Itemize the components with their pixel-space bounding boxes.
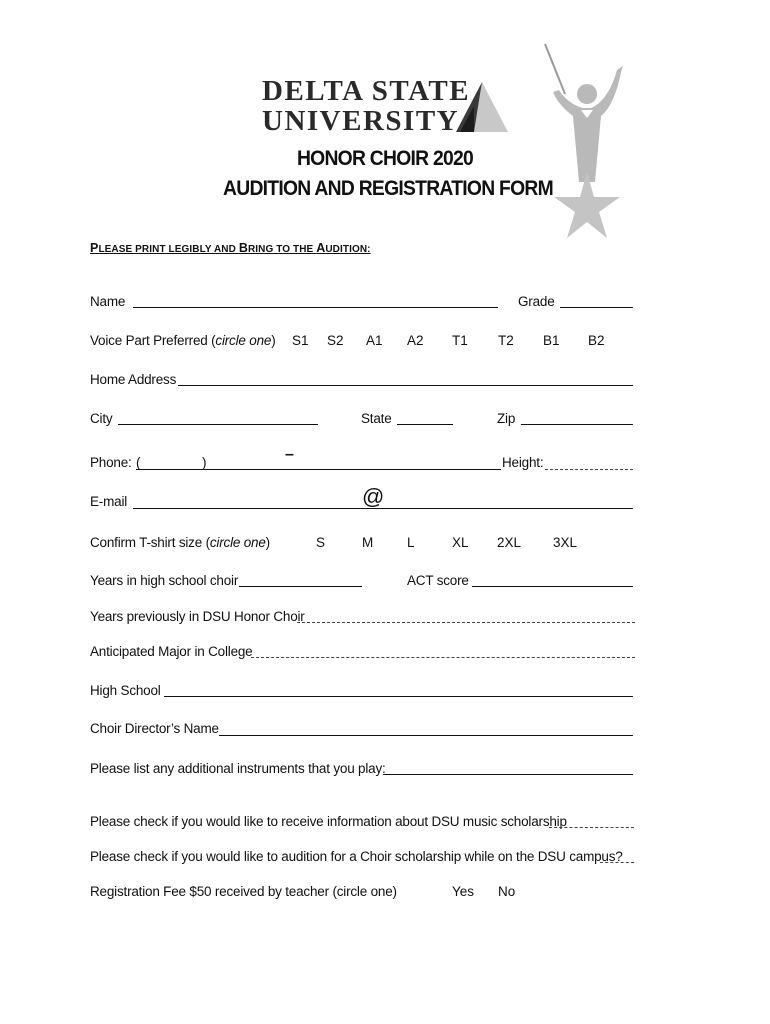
fee-option-yes[interactable]: Yes bbox=[452, 884, 475, 899]
height-label: Height: bbox=[502, 455, 544, 470]
email-at-sign: @ bbox=[362, 484, 385, 509]
conductor-figure-icon bbox=[535, 42, 630, 247]
voice-option-t1[interactable]: T1 bbox=[452, 333, 468, 348]
voice-option-b2[interactable]: B2 bbox=[588, 333, 605, 348]
phone-paren-close: ) bbox=[202, 455, 207, 470]
act-score-field[interactable] bbox=[472, 586, 633, 587]
form-title-line-2: AUDITION AND REGISTRATION FORM bbox=[223, 177, 553, 200]
voice-option-t2[interactable]: T2 bbox=[498, 333, 514, 348]
voice-option-a2[interactable]: A2 bbox=[407, 333, 424, 348]
tshirt-option-xl[interactable]: XL bbox=[452, 535, 469, 550]
instruments-field[interactable] bbox=[383, 774, 633, 775]
grade-label: Grade bbox=[518, 294, 555, 309]
phone-label: Phone: bbox=[90, 455, 132, 470]
logo-line-1: DELTA STATE bbox=[262, 75, 471, 107]
high-school-label: High School bbox=[90, 683, 161, 698]
voice-option-b1[interactable]: B1 bbox=[543, 333, 560, 348]
tshirt-option-2xl[interactable]: 2XL bbox=[497, 535, 522, 550]
home-address-label: Home Address bbox=[90, 372, 177, 387]
phone-paren-open: ( bbox=[136, 455, 141, 470]
zip-field[interactable] bbox=[521, 424, 633, 425]
voice-part-label: Voice Part Preferred (circle one) bbox=[90, 333, 276, 348]
registration-fee-label: Registration Fee $50 received by teacher (circle one) bbox=[90, 884, 397, 899]
state-label: State bbox=[361, 411, 392, 426]
choir-scholarship-label: Please check if you would like to audition for a Choir scholarship while on the DSU campus? bbox=[90, 849, 623, 864]
email-label: E-mail bbox=[90, 494, 128, 509]
name-field[interactable] bbox=[133, 307, 498, 308]
choir-director-field[interactable] bbox=[219, 735, 633, 736]
tshirt-option-3xl[interactable]: 3XL bbox=[553, 535, 578, 550]
grade-field[interactable] bbox=[560, 307, 633, 308]
years-hs-choir-label: Years in high school choir bbox=[90, 573, 239, 588]
act-score-label: ACT score bbox=[407, 573, 469, 588]
name-label: Name bbox=[90, 294, 126, 309]
city-label: City bbox=[90, 411, 113, 426]
high-school-field[interactable] bbox=[164, 696, 633, 697]
tshirt-option-l[interactable]: L bbox=[407, 535, 415, 550]
choir-scholarship-check[interactable] bbox=[600, 862, 634, 863]
instructions: PLEASE PRINT LEGIBLY AND BRING TO THE AUDITION: bbox=[90, 241, 371, 255]
form-title-line-1: HONOR CHOIR 2020 bbox=[296, 147, 474, 170]
height-field[interactable] bbox=[545, 469, 633, 470]
phone-dash: – bbox=[285, 446, 294, 463]
zip-label: Zip bbox=[497, 411, 516, 426]
fee-option-no[interactable]: No bbox=[498, 884, 516, 899]
tshirt-option-m[interactable]: M bbox=[362, 535, 374, 550]
city-field[interactable] bbox=[118, 424, 318, 425]
voice-option-s2[interactable]: S2 bbox=[327, 333, 344, 348]
home-address-field[interactable] bbox=[178, 385, 633, 386]
major-label: Anticipated Major in College bbox=[90, 644, 253, 659]
years-dsu-field[interactable] bbox=[297, 622, 635, 623]
tshirt-option-s[interactable]: S bbox=[316, 535, 326, 550]
instruments-label: Please list any additional instruments that you play: bbox=[90, 761, 386, 776]
major-field[interactable] bbox=[251, 657, 635, 658]
years-dsu-label: Years previously in DSU Honor Choir bbox=[90, 609, 305, 624]
choir-director-label: Choir Director’s Name bbox=[90, 721, 219, 736]
tshirt-label: Confirm T-shirt size (circle one) bbox=[90, 535, 270, 550]
music-scholarship-check[interactable] bbox=[549, 827, 634, 828]
state-field[interactable] bbox=[397, 424, 453, 425]
triangle-mark-icon bbox=[452, 78, 512, 134]
phone-field[interactable] bbox=[136, 469, 501, 470]
logo-line-2: UNIVERSITY bbox=[262, 105, 460, 137]
music-scholarship-label: Please check if you would like to receive information about DSU music scholarship bbox=[90, 814, 567, 829]
years-hs-choir-field[interactable] bbox=[239, 586, 362, 587]
voice-option-a1[interactable]: A1 bbox=[366, 333, 383, 348]
voice-option-s1[interactable]: S1 bbox=[292, 333, 309, 348]
